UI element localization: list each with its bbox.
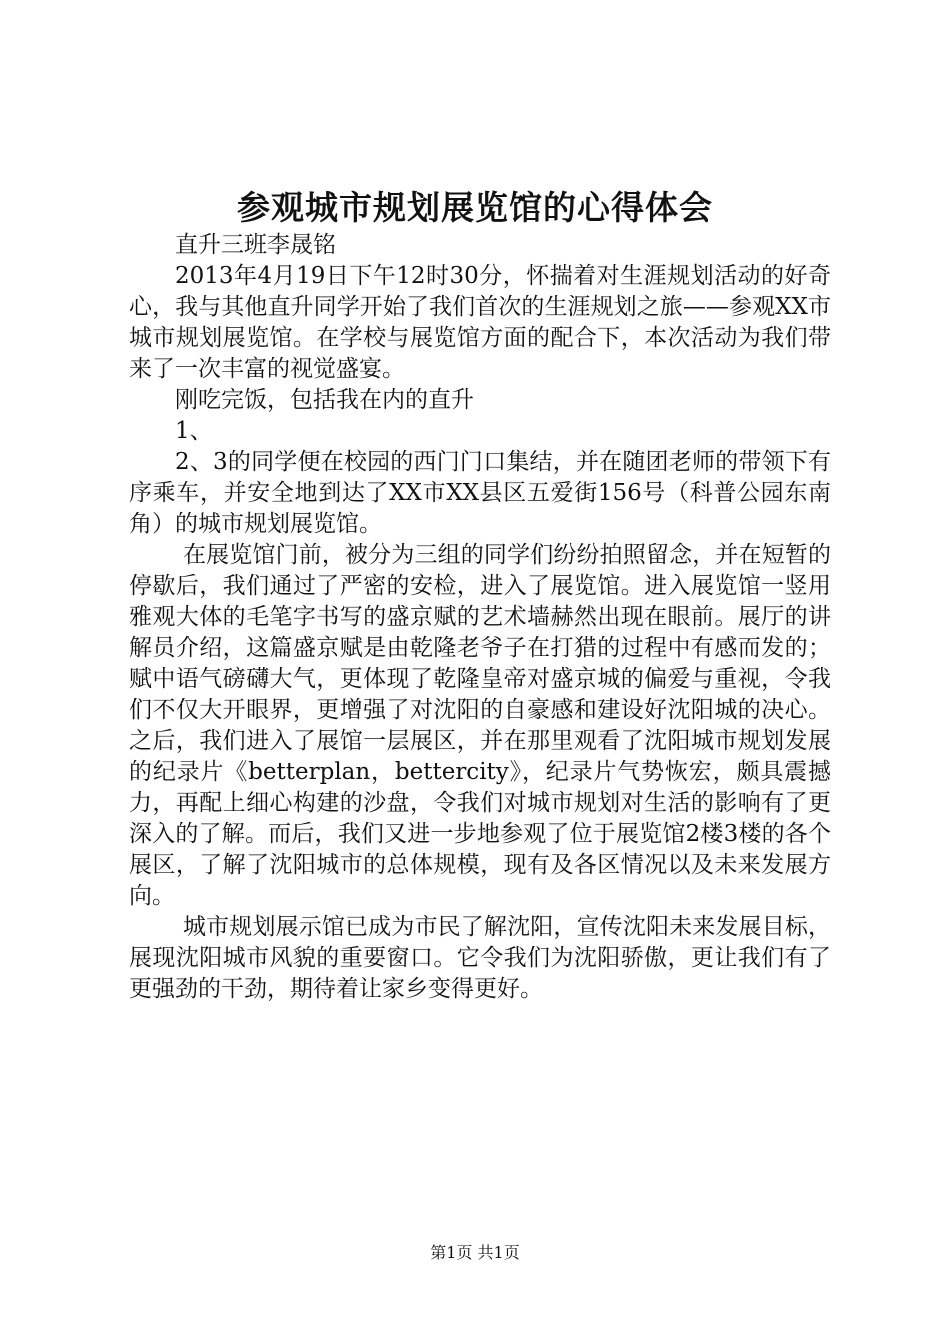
document-body [129, 230, 831, 1005]
paragraph-5: 在展览馆门前，被分为三组的同学们纷纷拍照留念，并在短暂的停歇后，我们通过了严密的安检，进入了展览馆。进入展览馆一竖用雅观大体的毛笔字书写的盛京赋的艺术墙赫然出现在眼前。展厅的讲解员介绍，这篇盛京赋是由乾隆老爷子在打猎的过程中有感而发的；赋中语气磅礴大气，更体现了乾隆皇帝对盛京城的偏爱与重视，令我们不仅大开眼界，更增强了对沈阳的自豪感和建设好沈阳城的决心。之后，我们进入了展馆一层展区，并在那里观看了沈阳城市规划发展的纪录片《betterplan，bettercity》，纪录片气势恢宏，颇具震撼力，再配上细心构建的沙盘，令我们对城市规划对生活的影响有了更深入的了解。而后，我们又进一步地参观了位于展览馆2楼3楼的各个展区，了解了沈阳城市的总体规模，现有及各区情况以及未来发展方向。 [129, 542, 831, 909]
paragraph-2: 刚吃完饭，包括我在内的直升 [175, 387, 474, 413]
author-line: 直升三班李晟铭 [175, 232, 336, 258]
paragraph-6: 城市规划展示馆已成为市民了解沈阳，宣传沈阳未来发展目标，展现沈阳城市风貌的重要窗口。它令我们为沈阳骄傲，更让我们有了更强劲的干劲，期待着让家乡变得更好。 [129, 914, 831, 1002]
document-title: 参观城市规划展览馆的心得体会 [237, 188, 713, 227]
paragraph-1: 2013年4月19日下午12时30分，怀揣着对生涯规划活动的好奇心，我与其他直升同学开始了我们首次的生涯规划之旅——参观XX市城市规划展览馆。在学校与展览馆方面的配合下，本次活动为我们带来了一次丰富的视觉盛宴。 [129, 263, 831, 382]
page-footer: 第1页 共1页 [430, 1243, 520, 1262]
paragraph-4: 2、3的同学便在校园的西门门口集结，并在随团老师的带领下有序乘车，并安全地到达了XX市XX县区五爱街156号（科普公园东南角）的城市规划展览馆。 [129, 449, 831, 537]
paragraph-3: 1、 [175, 418, 213, 444]
